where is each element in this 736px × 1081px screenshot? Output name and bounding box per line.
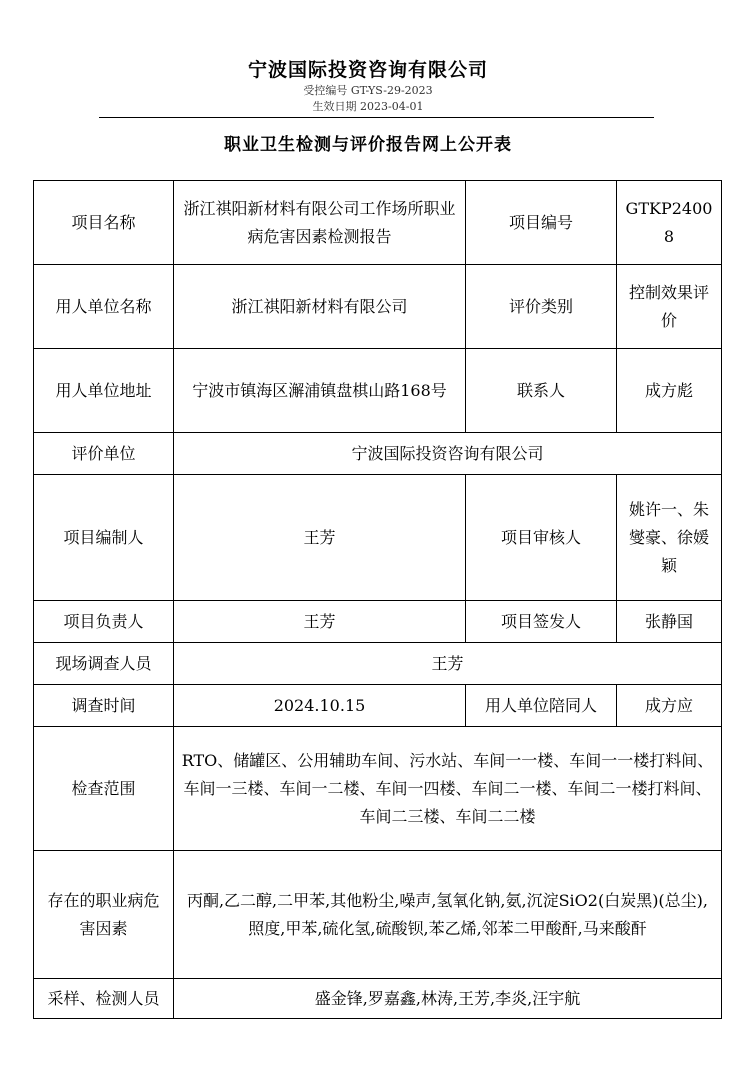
escort-value: 成方应 — [617, 685, 722, 727]
row-leader — [34, 601, 722, 643]
compiler-value: 王芳 — [174, 475, 466, 601]
company-name: 宁波国际投资咨询有限公司 — [247, 59, 488, 81]
survey-time-value: 2024.10.15 — [174, 685, 466, 727]
row-sampling — [34, 979, 722, 1019]
employer-name-value: 浙江祺阳新材料有限公司 — [174, 265, 466, 349]
row-surveyor — [34, 643, 722, 685]
control-number: 受控编号 GT-YS-29-2023 — [303, 84, 433, 97]
effective-date: 生效日期 2023-04-01 — [312, 100, 424, 113]
eval-unit-value: 宁波国际投资咨询有限公司 — [174, 433, 722, 475]
report-table — [33, 180, 722, 1019]
survey-time-label: 调查时间 — [34, 685, 174, 727]
contact-label: 联系人 — [466, 349, 617, 433]
row-employer-address — [34, 349, 722, 433]
eval-type-value: 控制效果评价 — [617, 265, 722, 349]
leader-value: 王芳 — [174, 601, 466, 643]
surveyor-value: 王芳 — [174, 643, 722, 685]
row-employer-name — [34, 265, 722, 349]
eval-unit-label: 评价单位 — [34, 433, 174, 475]
surveyor-label: 现场调查人员 — [34, 643, 174, 685]
project-name-label: 项目名称 — [34, 181, 174, 265]
issuer-value: 张静国 — [617, 601, 722, 643]
row-survey-time — [34, 685, 722, 727]
sampling-label: 采样、检测人员 — [34, 979, 174, 1019]
row-hazards — [34, 851, 722, 979]
row-eval-unit — [34, 433, 722, 475]
eval-type-label: 评价类别 — [466, 265, 617, 349]
scope-value: RTO、储罐区、公用辅助车间、污水站、车间一一楼、车间一一楼打料间、车间一三楼、车间一二楼、车间一四楼、车间二一楼、车间二一楼打料间、车间二三楼、车间二二楼 — [174, 727, 722, 851]
row-scope — [34, 727, 722, 851]
scope-label: 检查范围 — [34, 727, 174, 851]
contact-value: 成方彪 — [617, 349, 722, 433]
employer-address-label: 用人单位地址 — [34, 349, 174, 433]
employer-address-value: 宁波市镇海区澥浦镇盘棋山路168号 — [174, 349, 466, 433]
project-no-label: 项目编号 — [466, 181, 617, 265]
leader-label: 项目负责人 — [34, 601, 174, 643]
project-no-value: GTKP24008 — [617, 181, 722, 265]
reviewer-value: 姚许一、朱燮豪、徐媛颖 — [617, 475, 722, 601]
reviewer-label: 项目审核人 — [466, 475, 617, 601]
row-project-name — [34, 181, 722, 265]
employer-name-label: 用人单位名称 — [34, 265, 174, 349]
hazards-label: 存在的职业病危害因素 — [34, 851, 174, 979]
compiler-label: 项目编制人 — [34, 475, 174, 601]
issuer-label: 项目签发人 — [466, 601, 617, 643]
escort-label: 用人单位陪同人 — [466, 685, 617, 727]
header-divider — [99, 117, 654, 118]
project-name-value: 浙江祺阳新材料有限公司工作场所职业病危害因素检测报告 — [174, 181, 466, 265]
hazards-value: 丙酮,乙二醇,二甲苯,其他粉尘,噪声,氢氧化钠,氨,沉淀SiO2(白炭黑)(总尘),照度,甲苯,硫化氢,硫酸钡,苯乙烯,邻苯二甲酸酐,马来酸酐 — [174, 851, 722, 979]
sampling-value: 盛金锋,罗嘉鑫,林涛,王芳,李炎,汪宇航 — [174, 979, 722, 1019]
row-compiler — [34, 475, 722, 601]
document-title: 职业卫生检测与评价报告网上公开表 — [224, 135, 512, 155]
